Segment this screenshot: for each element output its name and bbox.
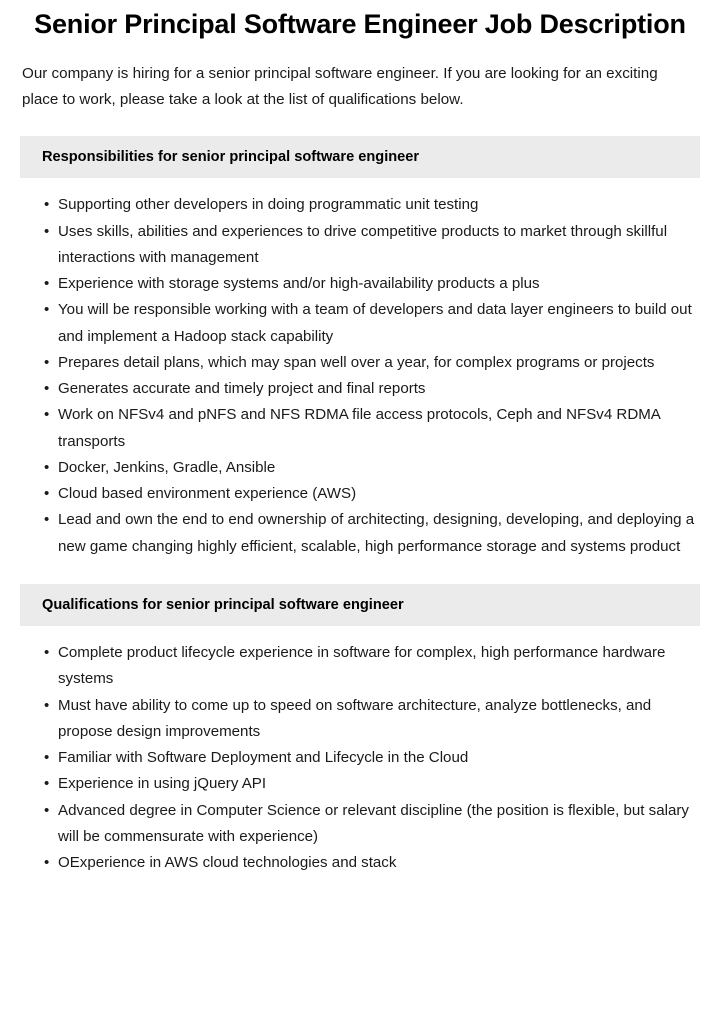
list-item: • Complete product lifecycle experience in software for complex, high performance hardware systems [58,640,698,693]
intro-paragraph: Our company is hiring for a senior principal software engineer. If you are looking for an exciting place to work, please take a look at the list of qualifications below. [22,64,658,108]
list-item: • Uses skills, abilities and experiences to drive competitive products to market through skillful interactions with management [58,219,698,272]
list-item: • OExperience in AWS cloud technologies and stack [58,850,698,876]
section-responsibilities [0,136,720,560]
list-item: • Lead and own the end to end ownership of architecting, designing, developing, and deploying a new game changing highly efficient, scalable, high performance storage and systems product [58,507,698,560]
list-item: • Supporting other developers in doing programmatic unit testing [58,192,698,218]
list-item: • Work on NFSv4 and pNFS and NFS RDMA file access protocols, Ceph and NFSv4 RDMA transports [58,402,698,455]
section-heading-responsibilities: Responsibilities for senior principal software engineer [20,136,700,178]
section-qualifications [0,584,720,876]
list-item: • Prepares detail plans, which may span well over a year, for complex programs or projects [58,350,698,376]
list-item: • Advanced degree in Computer Science or relevant discipline (the position is flexible, but salary will be commensurate with experience) [58,798,698,851]
list-item: • Experience in using jQuery API [58,771,698,797]
qualifications-list [0,640,720,876]
list-item: • Familiar with Software Deployment and Lifecycle in the Cloud [58,745,698,771]
list-item: • Cloud based environment experience (AWS) [58,481,698,507]
list-item: • Experience with storage systems and/or high-availability products a plus [58,271,698,297]
list-item: • Generates accurate and timely project and final reports [58,376,698,402]
responsibilities-list [0,192,720,560]
list-item: • Must have ability to come up to speed on software architecture, analyze bottlenecks, and propose design improvements [58,693,698,746]
section-heading-qualifications: Qualifications for senior principal software engineer [20,584,700,626]
page-title: Senior Principal Software Engineer Job Description [34,9,686,39]
list-item: • You will be responsible working with a team of developers and data layer engineers to build out and implement a Hadoop stack capability [58,297,698,350]
job-description-page [0,9,720,1020]
list-item: • Docker, Jenkins, Gradle, Ansible [58,455,698,481]
